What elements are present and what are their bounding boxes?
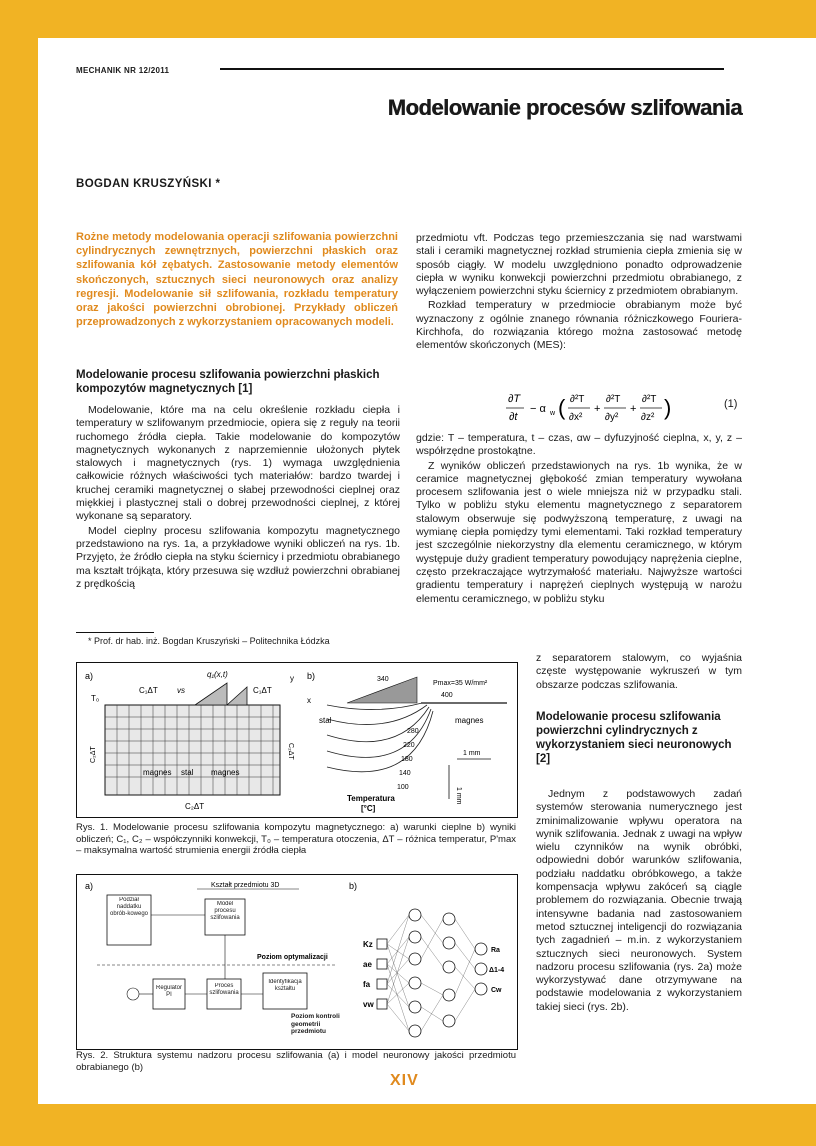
fig1-q: q₁(x,t) xyxy=(207,670,228,679)
fig1b-magnes: magnes xyxy=(455,716,484,725)
col2-continuation: z separatorem stalowym, co wyjaśnia częste występowanie wykruszeń w tym obszarze podczas szlifowania. xyxy=(536,652,742,691)
section2-paragraph: Jednym z podstawowych zadań systemów sterowania numerycznego jest zminimalizowanie wpływu operatora na wynik szlifowania. Jednak z uwagi na wpływ wielu czynników na wynik obróbki, odpowiedni dobór warunków szlifowania, podziału naddatku obróbkowego, a także kompensacja wpływu zakóceń są ciągle problemem do rozwiązania. Obecnie trwają intensywne badania nad zastosowaniem metod sztucznej inteligencji do rozwiązania tych zagadnień – m.in. z wykorzystaniem sztucznych sieci neuronowych. System nadzoru procesu szlifowania (rys. 2a) może wykorzystywać dane otrzymywane na podstawie modelowania z wykorzystaniem takiej sieci (rys. 2b). xyxy=(536,788,742,1013)
svg-text:∂t: ∂t xyxy=(509,411,518,423)
col2-paragraph: Rozkład temperatury w przedmiocie obrabianym może być wyznaczony z ogólnie znanego równania różniczkowego Fouriera-Kirchhofa, do rozwiązania którego można zastosować metodę elementów skończonych (MES): xyxy=(416,299,742,352)
fig2-in-vw: vw xyxy=(363,1000,374,1009)
fig1-stal: stal xyxy=(181,768,194,777)
equation-fourier xyxy=(488,388,748,428)
col2-paragraph: Z wyników obliczeń przedstawionych na rys. 1b wynika, że w ceramice magnetycznej głębokość zmian temperatury wywołana procesem szlifowania jest o wiele mniejsza niż w przypadku stali. Tylko w pobliżu styku elementu magnetycznego z separatorem stalowym obserwuje się podwyższoną temperaturę, z uwagi na wymianę ciepła pomiędzy tymi elementami. Taki rozkład temperatury jest szczególnie niekorzystny dla elementu ceramicznego, w którym występuje duży gradient temperatury powodujący naprężenia cieplne, często przekraczające wytrzymałość materiału. Najwyższe wartości gradientu temperatury i naprężeń cieplnych występują w narożu elementu ceramicznego, w pobliżu styku xyxy=(416,459,742,605)
fig1-c2dt-right: C₂ΔT xyxy=(287,743,294,760)
fig2-in-fa: fa xyxy=(363,980,371,989)
fig2-box2-text: Model procesu szlifowania xyxy=(210,901,240,921)
fig2-box1-text: Podział naddatku obrób-kowego xyxy=(109,897,149,917)
fig1b-isotherms xyxy=(327,703,433,772)
fig1b-340: 340 xyxy=(377,676,389,683)
figure-1 xyxy=(76,662,518,818)
fig2-poziom-opt: Poziom optymalizacji xyxy=(257,954,328,961)
fig2-caption: Rys. 2. Struktura systemu nadzoru procesu szlifowania (a) i model neuronowy jakości przedmiotu obrabianego (b) xyxy=(76,1050,516,1073)
fig1-magnes: magnes xyxy=(143,768,172,777)
fig2-out-delta: Δ1-4 xyxy=(489,967,505,974)
fig1-vs: vs xyxy=(177,686,185,695)
section1-body xyxy=(76,404,400,592)
col2-middle xyxy=(416,432,742,607)
fig1-c2dt-bottom: C₂ΔT xyxy=(185,802,205,811)
abstract: Rożne metody modelowania operacji szlifowania powierzchni cylindrycznych zewnętrznych, powierzchni płaskich oraz szlifowania kół zębatych. Zastosowanie metody elementów skończonych, sztucznych sieci neuronowych oraz analizy regresji. Modelowanie sił szlifowania, rozkładu temperatury oraz jakości powierzchni obrobionej. Przykłady obliczeń przeprowadzonych z wykorzystaniem opracowanych modeli. xyxy=(76,231,398,329)
svg-text:∂²T: ∂²T xyxy=(570,394,585,405)
col2-paragraph: przedmiotu vft. Podczas tego przemieszczania się nad warstwami stali i ceramiki magnetycznej rozkład strumienia ciepła zmienia się w sposób ciągły. W modelu uwzględniono ponadto odprowadzenie ciepła w wyniku konwekcji powierzchni przedmiotu obrabianego, z wyłączeniem powierzchni styku ściernicy z przedmiotem obrabianym. xyxy=(416,232,742,298)
fig1b-scale-h: 1 mm xyxy=(463,750,481,757)
svg-text:+: + xyxy=(594,403,601,415)
fig1-workpiece xyxy=(105,705,280,795)
fig1-c2dt-left: C₂ΔT xyxy=(90,746,97,763)
svg-text:∂T: ∂T xyxy=(508,393,521,405)
fig1-axis-y: y xyxy=(290,674,294,683)
figure-2 xyxy=(76,874,518,1050)
fig2-box5-text: Identyfikacja kształtu xyxy=(268,979,302,992)
section2-body xyxy=(536,788,742,1015)
fig1-c1dt-right: C₁ΔT xyxy=(253,686,272,695)
footnote-rule xyxy=(76,632,154,633)
author: BOGDAN KRUSZYŃSKI * xyxy=(76,178,221,190)
fig2-poziom-kont: Poziom kontroli geometrii przedmiotu xyxy=(291,1013,340,1035)
fig2-box4-text: Proces szlifowania xyxy=(209,983,239,996)
svg-text:(: ( xyxy=(558,395,566,420)
fig2-label-a: a) xyxy=(85,881,94,891)
fig1b-180: 180 xyxy=(401,756,413,763)
fig1b-280: 280 xyxy=(407,728,419,735)
fig2-network xyxy=(377,909,487,1037)
header-rule xyxy=(220,68,724,70)
fig1-caption: Rys. 1. Modelowanie procesu szlifowania kompozytu magnetycznego: a) warunki cieplne b) wyniki obliczeń; C₁, C₂ – współczynniki konwekcji, T₀ – temperatura otoczenia, ΔT – różnica temperatur, P'max – maksymalna wartość strumienia energii źródła ciepła xyxy=(76,822,516,856)
journal-header: MECHANIK NR 12/2011 xyxy=(76,66,170,75)
footnote: * Prof. dr hab. inż. Bogdan Kruszyński – Politechnika Łódzka xyxy=(88,636,330,646)
fig2-in-ae: ae xyxy=(363,960,372,969)
fig1b-temp-unit: [°C] xyxy=(361,804,376,813)
col2-top xyxy=(416,232,742,354)
fig1b-400: 400 xyxy=(441,692,453,699)
fig1b-140: 140 xyxy=(399,770,411,777)
fig1-label-a: a) xyxy=(85,671,94,681)
fig1-magnes2: magnes xyxy=(211,768,240,777)
section2-heading: Modelowanie procesu szlifowania powierzchni cylindrycznych z wykorzystaniem sieci neuronowych [2] xyxy=(536,711,732,765)
svg-text:∂x²: ∂x² xyxy=(569,412,583,423)
fig2-label-b: b) xyxy=(349,881,358,891)
fig1-label-b: b) xyxy=(307,671,316,681)
svg-text:∂z²: ∂z² xyxy=(641,412,655,423)
svg-text:∂²T: ∂²T xyxy=(606,394,621,405)
fig2-out-ra: Ra xyxy=(491,947,500,954)
fig2-box3-text: Regulator PI xyxy=(155,985,182,998)
page xyxy=(38,38,816,1104)
svg-text:∂²T: ∂²T xyxy=(642,394,657,405)
section1-paragraph: Model cieplny procesu szlifowania kompozytu magnetycznego przedstawiono na rys. 1a, a przykładowe wyniki obliczeń na rys. 1b. Przyjęto, że źródło ciepła na styku ściernicy i przedmiotu obrabianego ma kształt trójkąta, który przesuwa się wzdłuż powierzchni obrabianej z prędkością xyxy=(76,524,400,590)
fig2-in-kz: Kz xyxy=(363,940,373,949)
fig1-t0: T₀ xyxy=(91,694,100,703)
fig2-out-cw: Cw xyxy=(491,987,502,994)
svg-text:): ) xyxy=(664,395,672,420)
fig1b-100: 100 xyxy=(397,784,409,791)
article-title: Modelowanie procesów szlifowania xyxy=(387,95,742,120)
fig1b-220: 220 xyxy=(403,742,415,749)
section1-paragraph: Modelowanie, które ma na celu określenie rozkładu ciepła i temperatury w szlifowanym przedmiocie, opiera się z reguły na teorii ruchomego źródła ciepła. Takie modelowanie do kompozytów magnetycznych wykonanych z naprzemiennie ułożonych płytek stalowych i magnetycznych (rys. 1) wymaga uwzględnienia całkowicie różnych właściwości tych materiałów: bardzo twardej i kruchej ceramiki magnetycznej o słabej przewodności cieplnej oraz miękkiej i plastycznej stali o dobrej przewodności cieplnej, z której wykonane są separatory. xyxy=(76,404,400,523)
fig1b-pmax: Pmax=35 W/mm² xyxy=(433,680,488,687)
svg-text:w: w xyxy=(550,410,556,417)
fig1-heat-source xyxy=(195,683,227,705)
section1-heading: Modelowanie procesu szlifowania powierzchni płaskich kompozytów magnetycznych [1] xyxy=(76,369,380,395)
equation-number: (1) xyxy=(724,398,738,410)
svg-text:+: + xyxy=(630,403,637,415)
fig2-top-label: Kształt przedmiotu 3D xyxy=(211,882,280,889)
svg-text:∂y²: ∂y² xyxy=(605,412,619,423)
fig1b-temp-label: Temperatura xyxy=(347,794,395,803)
fig1b-scale-v: 1 mm xyxy=(455,787,462,805)
svg-text:− α: − α xyxy=(530,403,546,415)
fig1-axis-x: x xyxy=(307,696,311,705)
fig1-c1dt: C₁ΔT xyxy=(139,686,158,695)
page-number: XIV xyxy=(390,1072,419,1089)
col2-paragraph: gdzie: T – temperatura, t – czas, αw – dyfuzyjność cieplna, x, y, z – współrzędne prostokątne. xyxy=(416,432,742,458)
fig1b-stal: stal xyxy=(319,716,332,725)
